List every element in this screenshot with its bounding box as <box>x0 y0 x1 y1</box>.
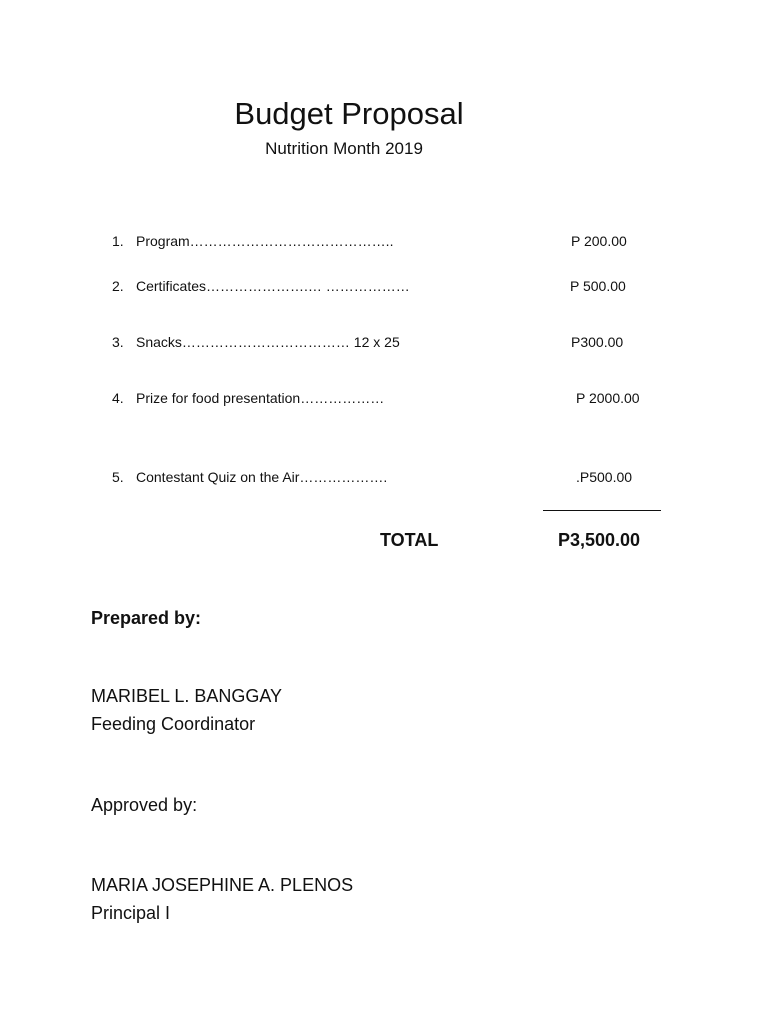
budget-item-5 <box>112 469 387 485</box>
item-number: 5. <box>112 469 124 485</box>
budget-item-3 <box>112 334 400 350</box>
item-description: Certificates………………….… ……………… <box>136 278 410 294</box>
approved-by-heading: Approved by: <box>91 795 198 815</box>
document-title: Budget Proposal <box>234 96 464 131</box>
item-number: 3. <box>112 334 124 350</box>
total-value: P3,500.00 <box>558 530 641 550</box>
total-underline <box>543 510 661 511</box>
document-subtitle: Nutrition Month 2019 <box>265 139 423 158</box>
item-amount-4: P 2000.00 <box>576 390 640 406</box>
item-description: Snacks……………………………… 12 x 25 <box>136 334 400 350</box>
item-description: Prize for food presentation……………… <box>136 390 385 406</box>
preparer-position: Feeding Coordinator <box>91 714 256 734</box>
approver-position: Principal I <box>91 903 171 923</box>
item-amount-2: P 500.00 <box>570 278 626 294</box>
item-description: Contestant Quiz on the Air………………. <box>136 469 388 485</box>
item-amount-3: P300.00 <box>571 334 624 350</box>
item-amount-1: P 200.00 <box>571 233 627 249</box>
preparer-name: MARIBEL L. BANGGAY <box>91 686 283 706</box>
budget-item-4 <box>112 390 384 406</box>
approver-name: MARIA JOSEPHINE A. PLENOS <box>91 875 354 895</box>
budget-item-2 <box>112 278 410 294</box>
item-number: 2. <box>112 278 124 294</box>
item-number: 4. <box>112 390 124 406</box>
budget-item-1 <box>112 233 393 249</box>
item-amount-5: .P500.00 <box>576 469 633 485</box>
item-number: 1. <box>112 233 124 249</box>
total-label: TOTAL <box>380 530 439 550</box>
item-description: Program…………………………………….. <box>136 233 394 249</box>
prepared-by-heading: Prepared by: <box>91 608 202 628</box>
